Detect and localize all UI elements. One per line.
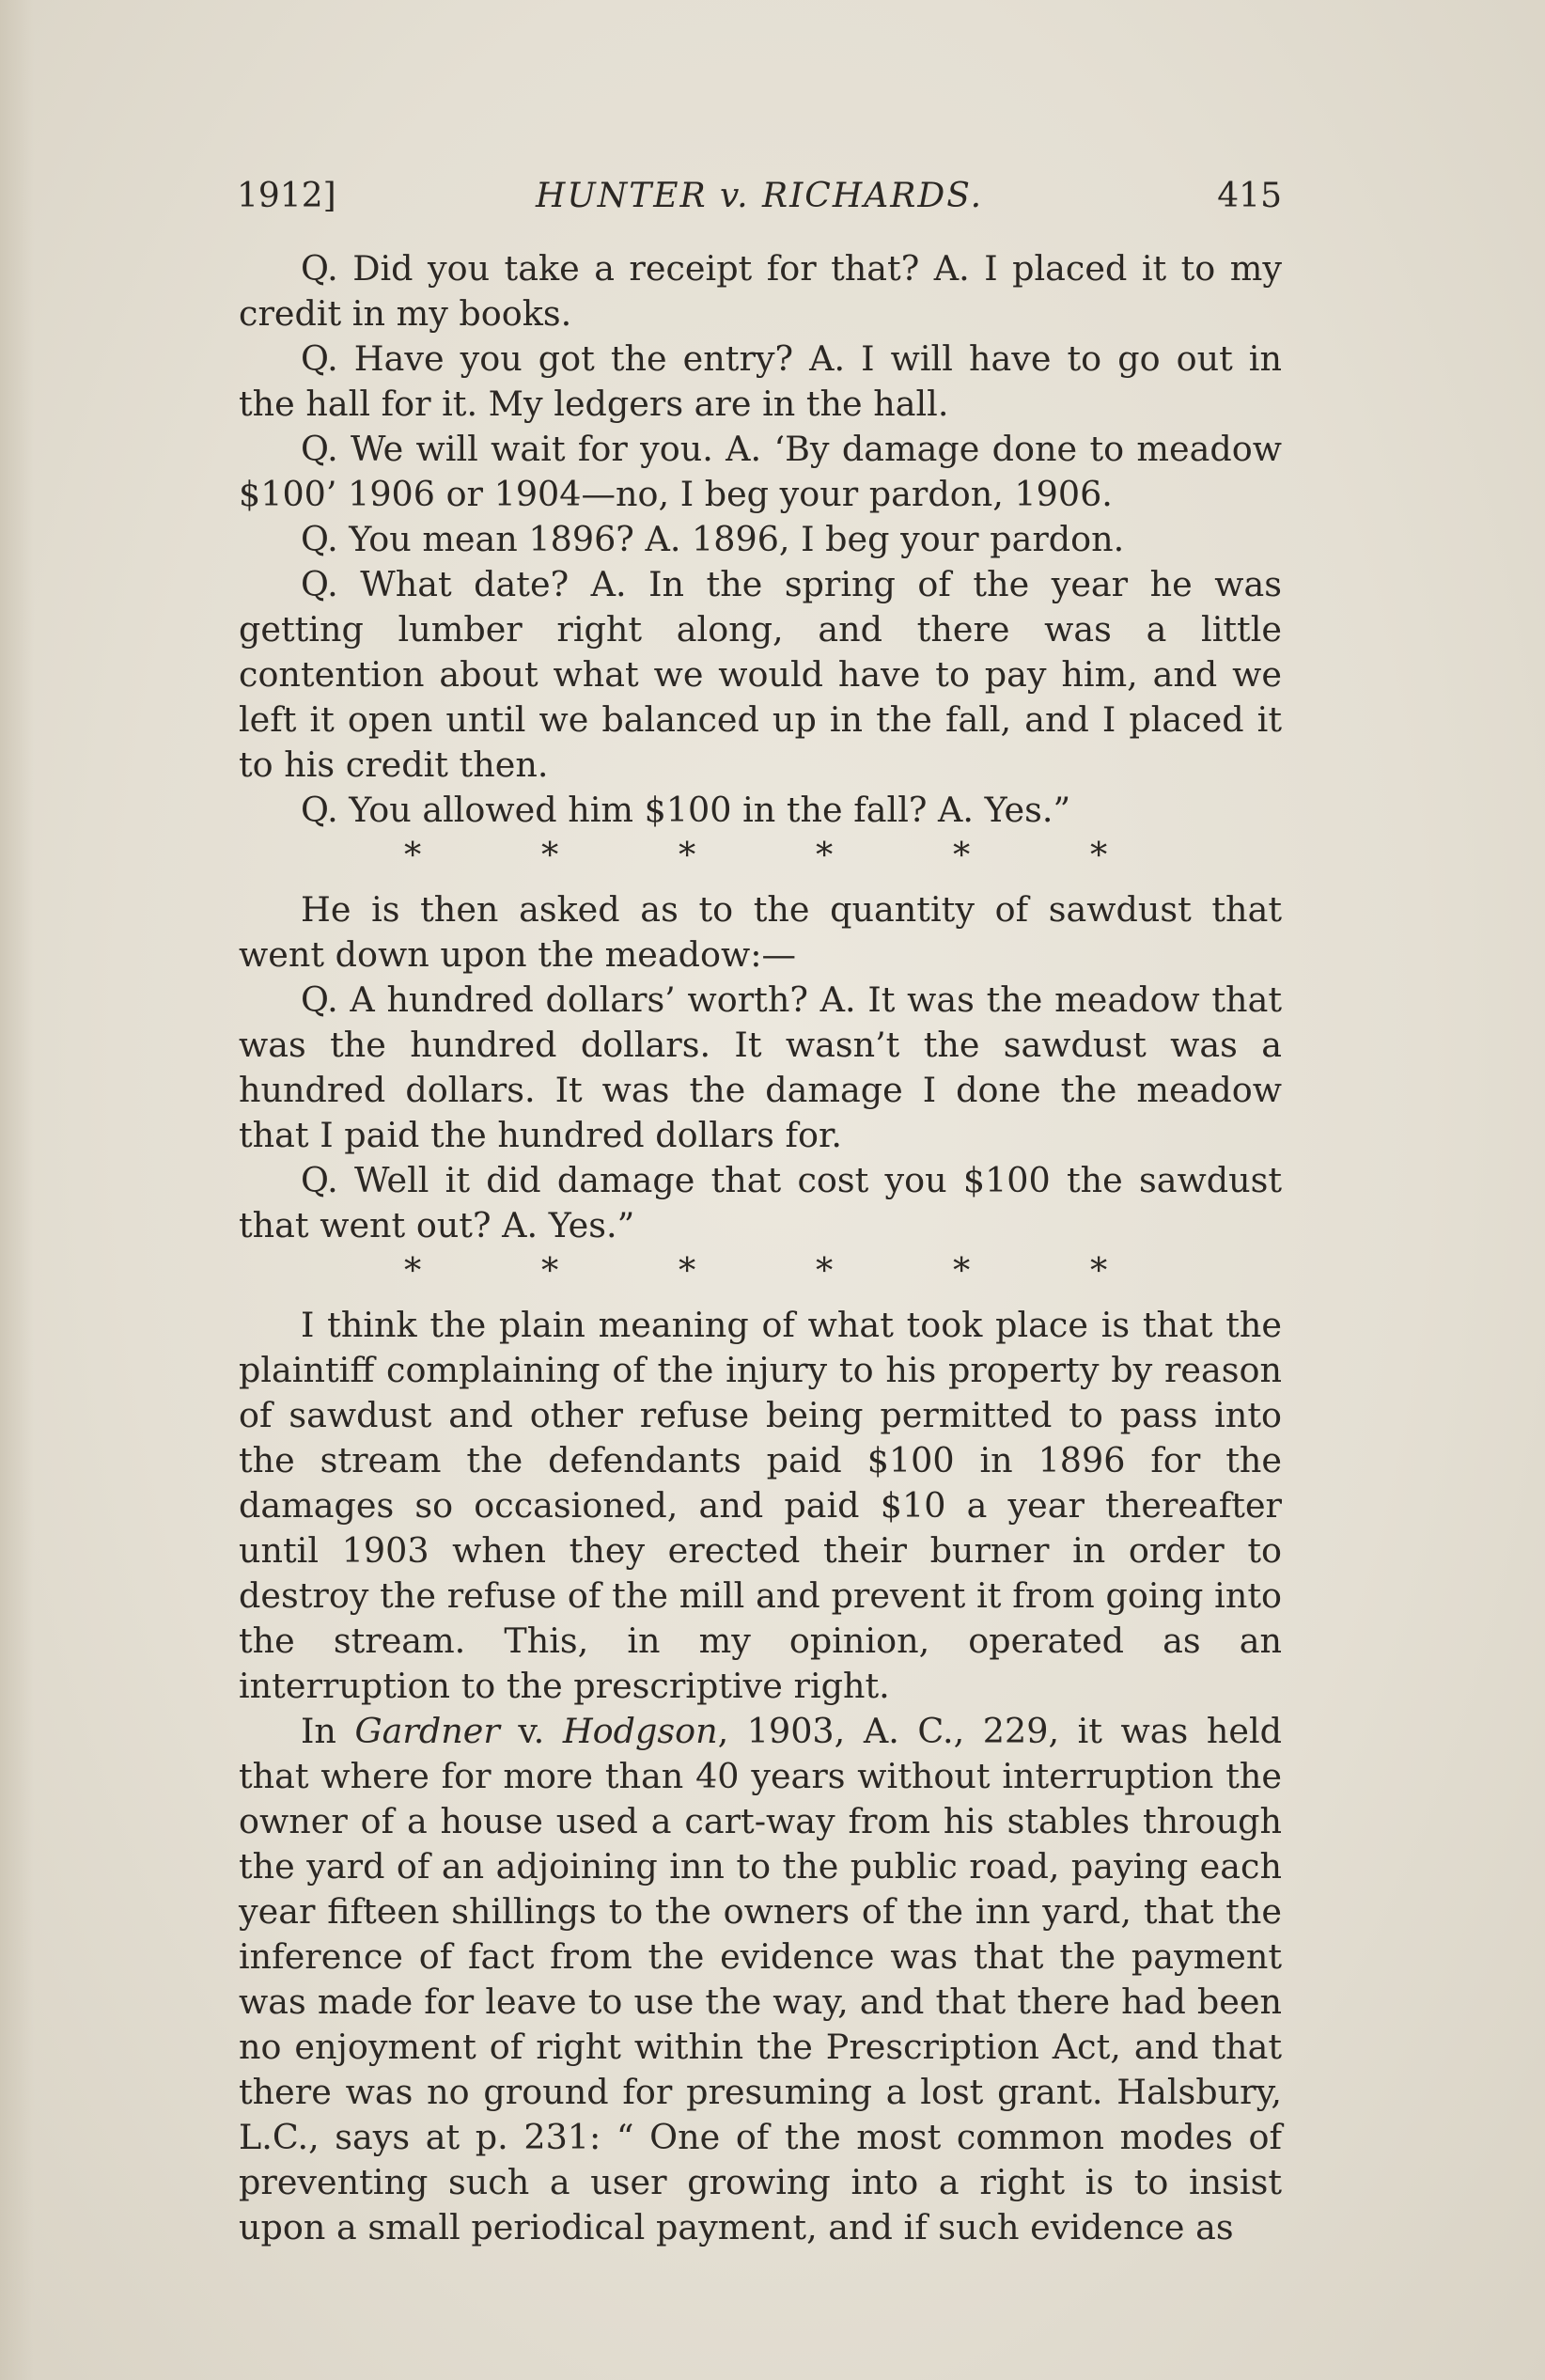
paragraph: He is then asked as to the quantity of sawdust that went down upon the meadow:— (239, 889, 1282, 975)
paragraph: Q. What date? A. In the spring of the year he was getting lumber right along, and there was a little contention about what we would have to pay him, and we left it open until we balanced up in the fall, and I placed it to his credit then. (239, 564, 1282, 785)
star: * (953, 1250, 971, 1291)
paragraph: Q. You allowed him $100 in the fall? A. Yes.” (301, 790, 1071, 830)
star: * (953, 835, 971, 875)
star: * (541, 835, 559, 875)
star: * (679, 835, 696, 875)
star: * (1090, 835, 1108, 875)
paragraph: Q. A hundred dollars’ worth? A. It was the meadow that was the hundred dollars. It wasn’t the sawdust was a hundred dollars. It was the damage I done the meadow that I paid the hundred dollars for. (239, 979, 1282, 1155)
section-break-stars (239, 833, 1282, 878)
running-header (237, 177, 1282, 214)
page-body (239, 246, 1282, 2250)
paragraph: Q. We will wait for you. A. ‘By damage done to meadow $100’ 1906 or 1904—no, I beg your pardon, 1906. (239, 429, 1282, 514)
star: * (1090, 1250, 1108, 1291)
paragraph: Q. Well it did damage that cost you $100 the sawdust that went out? A. Yes.” (239, 1160, 1282, 1245)
paragraph: Q. You mean 1896? A. 1896, I beg your pardon. (301, 519, 1125, 559)
case-name-hodgson: Hodgson (562, 1711, 718, 1751)
star: * (404, 835, 422, 875)
star: * (679, 1250, 696, 1291)
section-break-stars (239, 1248, 1282, 1293)
star: * (816, 1250, 834, 1291)
paragraph: Q. Have you got the entry? A. I will have to go out in the hall for it. My ledgers are in the hall. (239, 338, 1282, 424)
header-page-number: 415 (1217, 177, 1282, 215)
star: * (816, 835, 834, 875)
header-running-title: HUNTER v. RICHARDS. (535, 177, 984, 215)
paragraph: Q. Did you take a receipt for that? A. I placed it to my credit in my books. (239, 248, 1282, 334)
star: * (541, 1250, 559, 1291)
paragraph: I think the plain meaning of what took place is that the plaintiff complaining of the injury to his property by reason of sawdust and other refuse being permitted to pass into the stream the defendants paid $100 in 1896 for the damages so occasioned, and paid $10 a year thereafter until 1903 when they erected their burner in order to destroy the refuse of the mill and prevent it from going into the stream. This, in my opinion, operated as an interruption to the prescriptive right. (239, 1305, 1282, 1706)
case-name-gardner: Gardner (354, 1711, 500, 1751)
star: * (404, 1250, 422, 1291)
header-year: 1912] (237, 177, 336, 215)
paragraph-case-citation: In Gardner v. Hodgson, 1903, A. C., 229, it was held that where for more than 40 years without interruption the owner of a house used a cart-way from his stables through the yard of an adjoining inn to the public road, paying each year fifteen shillings to the owners of the inn yard, that the inference of fact from the evidence was that the payment was made for leave to use the way, and that there had been no enjoyment of right within the Prescription Act, and that there was no ground for presuming a lost grant. Halsbury, L.C., says at p. 231: “ One of the most common modes of preventing such a user growing into a right is to insist upon a small periodical payment, and if such evidence as (239, 1711, 1282, 2247)
